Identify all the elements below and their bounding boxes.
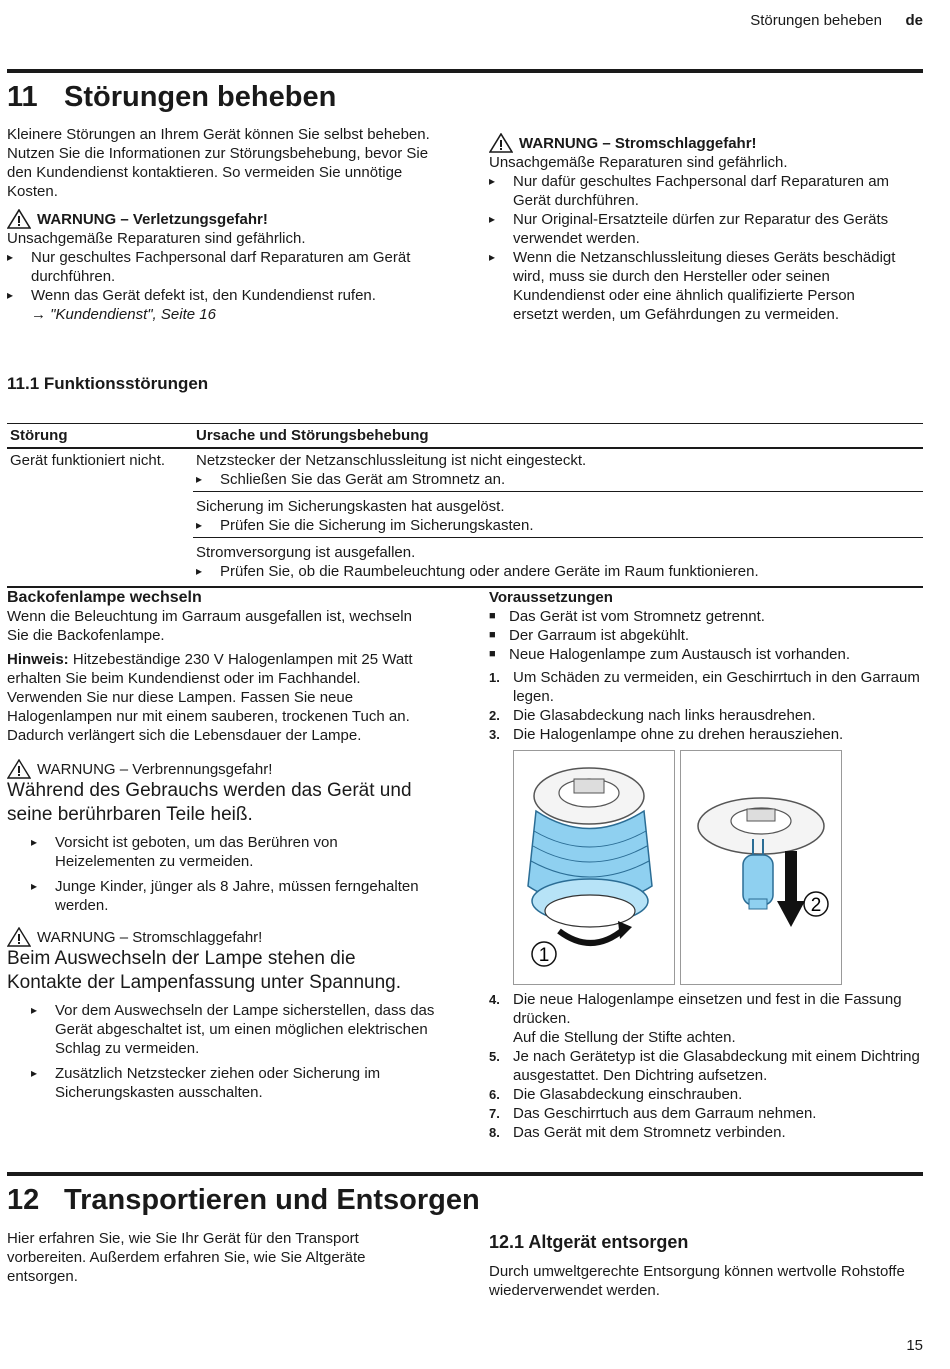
unscrew-cover-illustration (514, 751, 674, 984)
step-item (489, 725, 921, 744)
step-text: Das Geschirrtuch aus dem Garraum nehmen. (513, 1105, 817, 1122)
list-item: ▸ Vorsicht ist geboten, um das Berühren von Heizelementen zu vermeiden. (31, 833, 441, 871)
lamp-heading: Backofenlampe wechseln (7, 589, 202, 606)
step-item (489, 1047, 921, 1085)
step-item (489, 990, 921, 1028)
section-title: Störungen beheben (64, 81, 337, 113)
step-number: 5. (489, 1049, 500, 1064)
section-12-intro: Hier erfahren Sie, wie Sie Ihr Gerät für den Transport vorbereiten. Außerdem erfahren Sie, wie Sie Altgeräte entsorgen. (7, 1230, 366, 1285)
warning-electric-lamp (7, 927, 442, 947)
step-item (489, 1085, 921, 1104)
prerequisite-item: ■ Der Garraum ist abgekühlt. (489, 626, 921, 645)
subsection-12-1-heading: 12.1 Altgerät entsorgen (489, 1232, 689, 1252)
step-item (489, 1123, 921, 1142)
table-header-fault: Störung (7, 424, 193, 449)
list-item: ▸ Vor dem Auswechseln der Lampe sicherstellen, dass das Gerät abgeschaltet ist, um einen möglichen elektrischen Schlag zu vermeiden. (31, 1001, 441, 1058)
cause-text: Stromversorgung ist ausgefallen. (196, 544, 416, 561)
list-item: ▸ Zusätzlich Netzstecker ziehen oder Sicherung im Sicherungskasten ausschalten. (31, 1064, 441, 1102)
step-text: Das Gerät mit dem Stromnetz verbinden. (513, 1124, 786, 1141)
warning-injury (7, 209, 437, 229)
subsection-12-1-text: Durch umweltgerechte Entsorgung können wertvolle Rohstoffe wiederverwendet werden. (489, 1263, 905, 1299)
figure-label: 1 (538, 945, 550, 966)
cause-text: Netzstecker der Netzanschlussleitung ist nicht eingesteckt. (196, 452, 587, 469)
lamp-steps-continued (489, 990, 921, 1142)
lamp-intro: Wenn die Beleuchtung im Garraum ausgefallen ist, wechseln Sie die Backofenlampe. (7, 608, 412, 644)
prerequisites-heading: Voraussetzungen (489, 589, 613, 606)
list-item: ▸ Junge Kinder, jünger als 8 Jahre, müssen ferngehalten werden. (31, 877, 441, 915)
figure-unscrew-cover (513, 750, 675, 985)
warning-text: Unsachgemäße Reparaturen sind gefährlich. (7, 230, 306, 247)
cause-block (193, 449, 923, 492)
language-code: de (905, 12, 923, 29)
section-number: 11 (7, 81, 38, 113)
pull-lamp-illustration (681, 751, 841, 984)
warning-title: WARNUNG – Stromschlaggefahr! (519, 134, 757, 152)
step-text: Die Glasabdeckung nach links herausdrehen. (513, 707, 816, 724)
section-12-heading (7, 1183, 480, 1217)
cause-block (193, 541, 923, 583)
step-text: Die Glasabdeckung einschrauben. (513, 1086, 743, 1103)
warning-text: Beim Auswechseln der Lampe stehen die Kontakte der Lampenfassung unter Spannung. (7, 948, 402, 993)
prerequisite-item: ■ Das Gerät ist vom Stromnetz getrennt. (489, 607, 921, 626)
cause-text: Sicherung im Sicherungskasten hat ausgelöst. (196, 498, 505, 515)
cause-block (193, 495, 923, 538)
subsection-11-1-heading: 11.1 Funktionsstörungen (7, 374, 209, 393)
table-header-cause: Ursache und Störungsbehebung (193, 424, 923, 449)
step-text: Die Halogenlampe ohne zu drehen herausziehen. (513, 726, 844, 743)
section-number: 12 (7, 1184, 40, 1216)
right-column-warning (489, 133, 919, 324)
figure-label: 2 (810, 895, 822, 916)
warning-text: Unsachgemäße Reparaturen sind gefährlich. (489, 154, 788, 171)
step-number: 3. (489, 727, 500, 742)
warning-title: WARNUNG – Verbrennungsgefahr! (37, 760, 273, 778)
warning-triangle-icon (7, 927, 31, 947)
step-text: Auf die Stellung der Stifte achten. (513, 1029, 736, 1046)
warning-triangle-icon (489, 133, 513, 153)
intro-text: Kleinere Störungen an Ihrem Gerät können Sie selbst beheben. Nutzen Sie die Informationen zur Störungsbehebung, bevor Sie den Kundendienst kontaktieren. So vermeiden Sie unnötige Kosten. (7, 126, 430, 200)
warning-title: WARNUNG – Stromschlaggefahr! (37, 928, 263, 946)
list-item: ▸ Nur Original-Ersatzteile dürfen zur Reparatur des Geräts verwendet werden. (489, 210, 899, 248)
list-item: ▸ Wenn die Netzanschlussleitung dieses Geräts beschädigt wird, muss sie durch den Hersteller oder seinen Kundendienst oder eine ähnlich qualifizierte Person ersetzt werden, um Gefährdungen zu vermeiden. (489, 248, 899, 324)
list-item: ▸ Nur dafür geschultes Fachpersonal darf Reparaturen am Gerät durchführen. (489, 172, 899, 210)
running-header: Störungen beheben (750, 12, 882, 29)
section-rule (7, 1172, 923, 1176)
section-11-heading (7, 80, 336, 114)
fix-text: ▸ Prüfen Sie die Sicherung im Sicherungskasten. (196, 516, 920, 535)
section-rule (7, 69, 923, 73)
table-row (7, 448, 923, 583)
section-title: Transportieren und Entsorgen (64, 1184, 480, 1216)
fix-text: ▸ Prüfen Sie, ob die Raumbeleuchtung oder andere Geräte im Raum funktionieren. (196, 562, 920, 581)
step-number: 6. (489, 1087, 500, 1102)
hint-text: Hitzebeständige 230 V Halogenlampen mit 25 Watt erhalten Sie beim Kundendienst oder im Fachhandel. Verwenden Sie nur diese Lampen. Fassen Sie neue Halogenlampen nur mit einem sauberen, trockenen Tuch an. Dadurch verlängert sich die Lebensdauer der Lampe. (7, 651, 413, 744)
warning-electric (489, 133, 919, 153)
lamp-right-column (489, 588, 921, 744)
step-item (489, 1028, 921, 1047)
hint-paragraph (7, 650, 432, 745)
list-item: ▸ Nur geschultes Fachpersonal darf Reparaturen am Gerät durchführen. (7, 248, 437, 286)
step-item (489, 668, 921, 706)
left-column-intro (7, 125, 437, 324)
figure-pull-lamp (680, 750, 842, 985)
fault-cell: Gerät funktioniert nicht. (10, 452, 166, 469)
step-number: 1. (489, 670, 500, 685)
step-text: Die neue Halogenlampe einsetzen und fest in die Fassung drücken. (513, 991, 902, 1027)
list-item: ▸ Wenn das Gerät defekt ist, den Kundendienst rufen. (7, 286, 437, 305)
warning-text: Während des Gebrauchs werden das Gerät und seine berührbaren Teile heiß. (7, 780, 412, 825)
fault-table (7, 423, 923, 583)
step-item (489, 1104, 921, 1123)
step-text: Je nach Gerätetyp ist die Glasabdeckung mit einem Dichtring ausgestattet. Den Dichtring aufsetzen. (513, 1048, 920, 1084)
warning-title: WARNUNG – Verletzungsgefahr! (37, 210, 268, 228)
warning-burn (7, 759, 442, 779)
warning-triangle-icon (7, 759, 31, 779)
page-reference-link[interactable]: → "Kundendienst", Seite 16 (31, 306, 216, 323)
step-number: 4. (489, 992, 500, 1007)
warning-triangle-icon (7, 209, 31, 229)
step-number: 2. (489, 708, 500, 723)
prerequisite-item: ■ Neue Halogenlampe zum Austausch ist vorhanden. (489, 645, 921, 664)
step-number: 8. (489, 1125, 500, 1140)
hint-label: Hinweis: (7, 651, 69, 668)
fix-text: ▸ Schließen Sie das Gerät am Stromnetz an. (196, 470, 920, 489)
page-number: 15 (906, 1337, 923, 1354)
lamp-left-column (7, 588, 442, 1102)
cause-cell (193, 448, 923, 583)
step-text: Um Schäden zu vermeiden, ein Geschirrtuch in den Garraum legen. (513, 669, 920, 705)
step-number: 7. (489, 1106, 500, 1121)
step-item (489, 706, 921, 725)
